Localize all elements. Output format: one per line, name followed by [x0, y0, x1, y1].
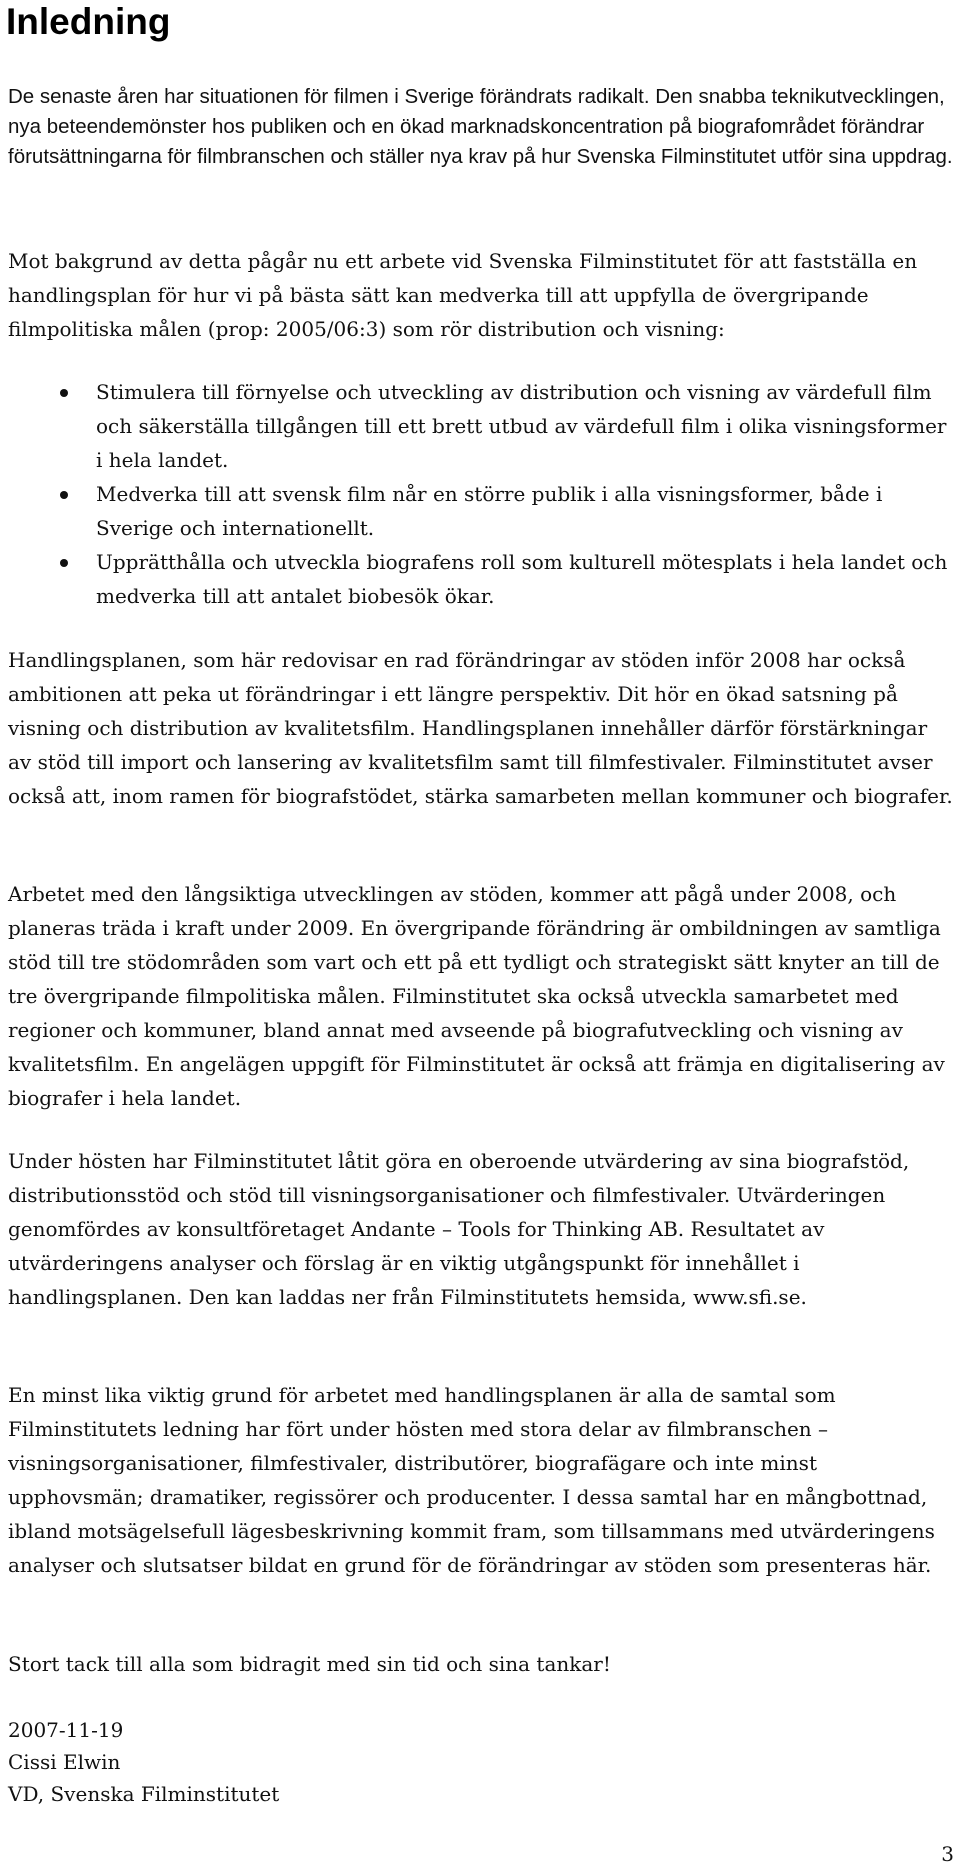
page-title: Inledning	[6, 1, 171, 42]
long-term-paragraph: Arbetet med den långsiktiga utvecklingen av stöden, kommer att pågå under 2008, och planeras träda i kraft under 2009. En övergripande förändring är ombildningen av samtliga stöd till tre stödområden som vart och ett på ett tydligt och strategiskt sätt knyter an till de tre övergripande filmpolitiska målen. Filminstitutet ska också utveckla samarbetet med regioner och kommuner, bland annat med avseende på biografutveckling och visning av kvalitetsfilm. En angelägen uppgift för Filminstitutet är också att främja en digitalisering av biografer i hela landet.	[8, 882, 945, 1110]
dialogue-paragraph: En minst lika viktig grund för arbetet med handlingsplanen är alla de samtal som Filminstitutets ledning har fört under hösten med stora delar av filmbranschen – visningsorganisationer, filmfestivaler, distributörer, biografägare och inte minst upphovsmän; dramatiker, regissörer och producenter. I dessa samtal har en mångbottnad, ibland motsägelsefull lägesbeskrivning kommit fram, som tillsammans med utvärderingens analyser och slutsatser bildat en grund för de förändringar av stöden som presenteras här.	[8, 1383, 935, 1577]
signature-block	[8, 1714, 279, 1810]
page-number: 3	[941, 1842, 954, 1866]
list-item	[8, 545, 953, 613]
intro-paragraph: De senaste åren har situationen för filmen i Sverige förändrats radikalt. Den snabba teknikutvecklingen, nya beteendemönster hos publiken och en ökad marknadskoncentration på biografområdet förändrar förutsättningarna för filmbranschen och ställer nya krav på hur Svenska Filminstitutet utför sina uppdrag.	[8, 85, 953, 168]
action-plan-paragraph: Handlingsplanen, som här redovisar en rad förändringar av stöden inför 2008 har också ambitionen att peka ut förändringar i ett längre perspektiv. Dit hör en ökad satsning på visning och distribution av kvalitetsfilm. Handlingsplanen innehåller därför förstärkningar av stöd till import och lansering av kvalitetsfilm samt till filmfestivaler. Filminstitutet avser också att, inom ramen för biografstödet, stärka samarbeten mellan kommuner och biografer.	[8, 648, 953, 808]
list-item	[8, 375, 953, 477]
signature-name: Cissi Elwin	[8, 1750, 121, 1774]
signature-date: 2007-11-19	[8, 1718, 124, 1742]
list-item-text: Stimulera till förnyelse och utveckling av distribution och visning av värdefull film och säkerställa tillgången till ett brett utbud av värdefull film i olika visningsformer i hela landet.	[96, 380, 947, 472]
bullet-icon	[60, 491, 68, 499]
background-paragraph: Mot bakgrund av detta pågår nu ett arbete vid Svenska Filminstitutet för att fastställa en handlingsplan för hur vi på bästa sätt kan medverka till att uppfylla de övergripande filmpolitiska målen (prop: 2005/06:3) som rör distribution och visning:	[8, 249, 918, 341]
list-item-text: Medverka till att svensk film når en större publik i alla visningsformer, både i Sverige och internationellt.	[96, 482, 883, 540]
list-item-text: Upprätthålla och utveckla biografens roll som kulturell mötesplats i hela landet och medverka till att antalet biobesök ökar.	[96, 550, 948, 608]
thanks-paragraph: Stort tack till alla som bidragit med sin tid och sina tankar!	[8, 1652, 611, 1676]
list-item	[8, 477, 953, 545]
goals-list	[8, 375, 953, 613]
bullet-icon	[60, 559, 68, 567]
signature-title: VD, Svenska Filminstitutet	[8, 1782, 280, 1806]
bullet-icon	[60, 389, 68, 397]
evaluation-paragraph: Under hösten har Filminstitutet låtit göra en oberoende utvärdering av sina biografstöd, distributionsstöd och stöd till visningsorganisationer och filmfestivaler. Utvärderingen genomfördes av konsultföretaget Andante – Tools for Thinking AB. Resultatet av utvärderingens analyser och förslag är en viktig utgångspunkt för innehållet i handlingsplanen. Den kan laddas ner från Filminstitutets hemsida, www.sfi.se.	[8, 1149, 910, 1309]
